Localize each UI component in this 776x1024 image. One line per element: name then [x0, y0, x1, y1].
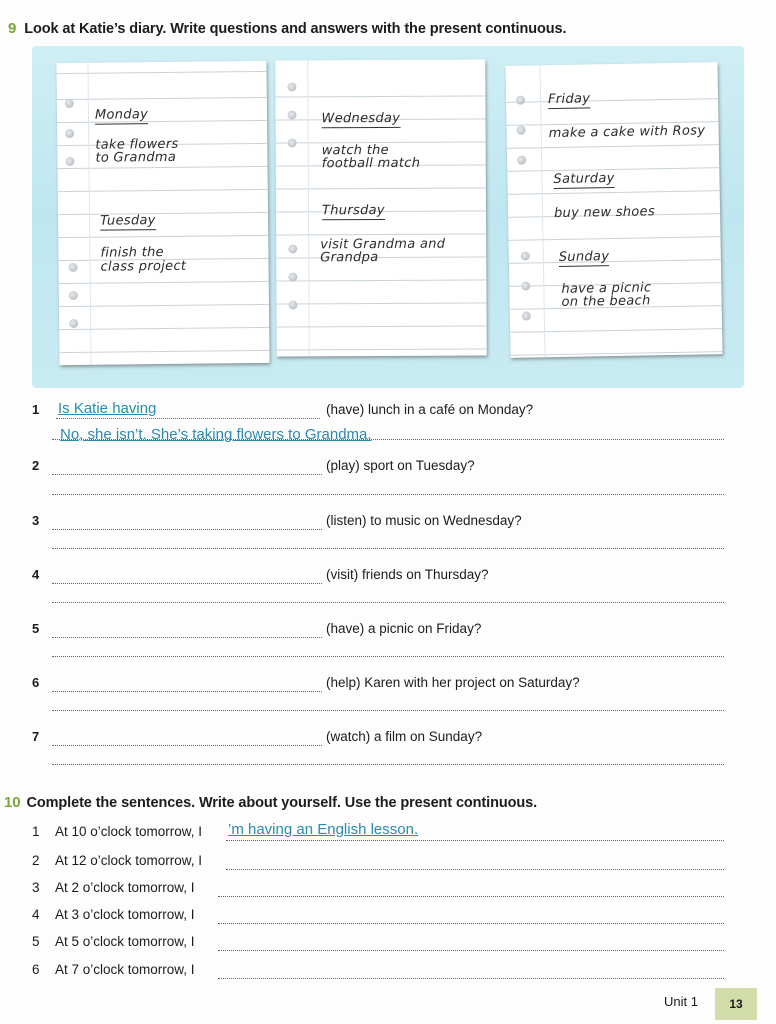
diary-activity: to Grandma [95, 149, 177, 166]
question-prompt: (listen) to music on Wednesday? [326, 513, 522, 528]
question-row [0, 456, 776, 478]
sentence-blank[interactable] [226, 851, 724, 870]
diary-day-sunday: Sunday [558, 249, 610, 265]
question-number: 1 [32, 402, 40, 417]
diary-activity: class project [100, 258, 187, 275]
exercise-number: 10 [4, 794, 21, 811]
question-number: 3 [32, 513, 40, 528]
punch-hole-icon [65, 157, 74, 166]
sentence-text: At 2 o’clock tomorrow, I [55, 880, 195, 895]
question-answer: Is Katie having [58, 400, 157, 417]
punch-hole-icon [69, 291, 78, 300]
question-prompt: (visit) friends on Thursday? [326, 567, 489, 582]
punch-hole-icon [521, 251, 530, 260]
diary-activity: finish the [100, 244, 165, 261]
sentence-row [0, 934, 776, 954]
sentence-row [0, 880, 776, 900]
punch-hole-icon [65, 99, 74, 108]
sentence-blank[interactable] [218, 878, 724, 897]
diary-activity: on the beach [561, 293, 651, 310]
answer-line[interactable] [52, 602, 724, 603]
punch-hole-icon [516, 96, 525, 105]
question-prompt: (have) lunch in a café on Monday? [326, 402, 534, 417]
sentence-number: 4 [32, 907, 40, 922]
question-row [0, 565, 776, 587]
question-blank[interactable] [52, 565, 322, 584]
sentence-blank[interactable] [218, 932, 724, 951]
sentence-text: At 10 o’clock tomorrow, I [55, 824, 203, 839]
answer-text: No, she isn’t. She’s taking flowers to Grandma. [60, 426, 372, 443]
sentence-text: At 7 o’clock tomorrow, I [55, 962, 195, 977]
diary-day-wednesday: Wednesday [321, 110, 401, 127]
question-row [0, 511, 776, 533]
punch-hole-icon [288, 244, 297, 253]
punch-hole-icon [517, 156, 526, 165]
question-prompt: (watch) a film on Sunday? [326, 729, 483, 744]
diary-activity: football match [321, 155, 421, 172]
question-number: 2 [32, 458, 40, 473]
question-number: 6 [32, 675, 40, 690]
diary-activity: watch the [321, 142, 389, 159]
question-blank[interactable] [52, 511, 322, 530]
sentence-row [0, 907, 776, 927]
punch-hole-icon [288, 300, 297, 309]
diary-sheet-2 [275, 59, 487, 356]
diary-panel [32, 46, 744, 388]
punch-hole-icon [69, 319, 78, 328]
exercise-10-heading [4, 794, 537, 811]
sentence-text: At 3 o’clock tomorrow, I [55, 907, 195, 922]
question-blank[interactable] [52, 619, 322, 638]
answer-line[interactable] [52, 656, 724, 657]
answer-line[interactable] [52, 710, 724, 711]
page-number: 13 [715, 988, 757, 1020]
diary-activity: Grandpa [320, 250, 379, 266]
sentence-text: At 12 o’clock tomorrow, I [55, 853, 203, 868]
diary-sheet-3 [505, 62, 722, 358]
diary-day-friday: Friday [547, 91, 591, 108]
sentence-answer: ’m having an English lesson. [228, 821, 419, 838]
diary-day-saturday: Saturday [553, 170, 615, 188]
question-blank[interactable] [52, 673, 322, 692]
diary-day-monday: Monday [94, 107, 149, 123]
punch-hole-icon [69, 263, 78, 272]
question-number: 4 [32, 567, 40, 582]
diary-activity: have a picnic [561, 280, 652, 297]
diary-activity: buy new shoes [553, 204, 656, 222]
exercise-instruction: Complete the sentences. Write about yourself. Use the present continuous. [26, 795, 538, 811]
sentence-blank[interactable] [218, 905, 724, 924]
exercise-number: 9 [8, 20, 17, 37]
question-row [0, 400, 776, 422]
punch-hole-icon [522, 311, 531, 320]
exercise-instruction: Look at Katie’s diary. Write questions and answers with the present continuous. [24, 21, 567, 37]
sentence-number: 5 [32, 934, 40, 949]
diary-day-thursday: Thursday [321, 202, 385, 219]
diary-sheet-1 [56, 61, 269, 365]
unit-label: Unit 1 [664, 994, 698, 1009]
sentence-blank[interactable] [218, 960, 724, 979]
answer-line[interactable] [52, 494, 724, 495]
question-row [0, 673, 776, 695]
sentence-number: 6 [32, 962, 40, 977]
punch-hole-icon [288, 272, 297, 281]
sentence-number: 2 [32, 853, 40, 868]
diary-day-tuesday: Tuesday [100, 213, 156, 229]
sentence-text: At 5 o’clock tomorrow, I [55, 934, 195, 949]
question-number: 7 [32, 729, 40, 744]
punch-hole-icon [287, 110, 296, 119]
diary-activity: visit Grandma and [320, 236, 446, 253]
punch-hole-icon [287, 82, 296, 91]
question-row [0, 619, 776, 641]
question-prompt: (help) Karen with her project on Saturday? [326, 675, 580, 690]
sentence-row [0, 962, 776, 982]
sentence-number: 1 [32, 824, 40, 839]
exercise-9-heading [8, 20, 566, 37]
punch-hole-icon [517, 126, 526, 135]
punch-hole-icon [288, 138, 297, 147]
sentence-row [0, 853, 776, 873]
punch-hole-icon [521, 281, 530, 290]
answer-line[interactable] [52, 548, 724, 549]
sentence-number: 3 [32, 880, 40, 895]
question-blank[interactable] [52, 727, 322, 746]
answer-line[interactable] [52, 764, 724, 765]
question-number: 5 [32, 621, 40, 636]
diary-activity: take flowers [95, 136, 179, 153]
diary-activity: make a cake with Rosy [548, 123, 706, 142]
punch-hole-icon [65, 129, 74, 138]
sentence-row [0, 821, 776, 844]
question-blank[interactable] [52, 456, 322, 475]
question-prompt: (play) sport on Tuesday? [326, 458, 475, 473]
question-prompt: (have) a picnic on Friday? [326, 621, 482, 636]
question-row [0, 727, 776, 749]
